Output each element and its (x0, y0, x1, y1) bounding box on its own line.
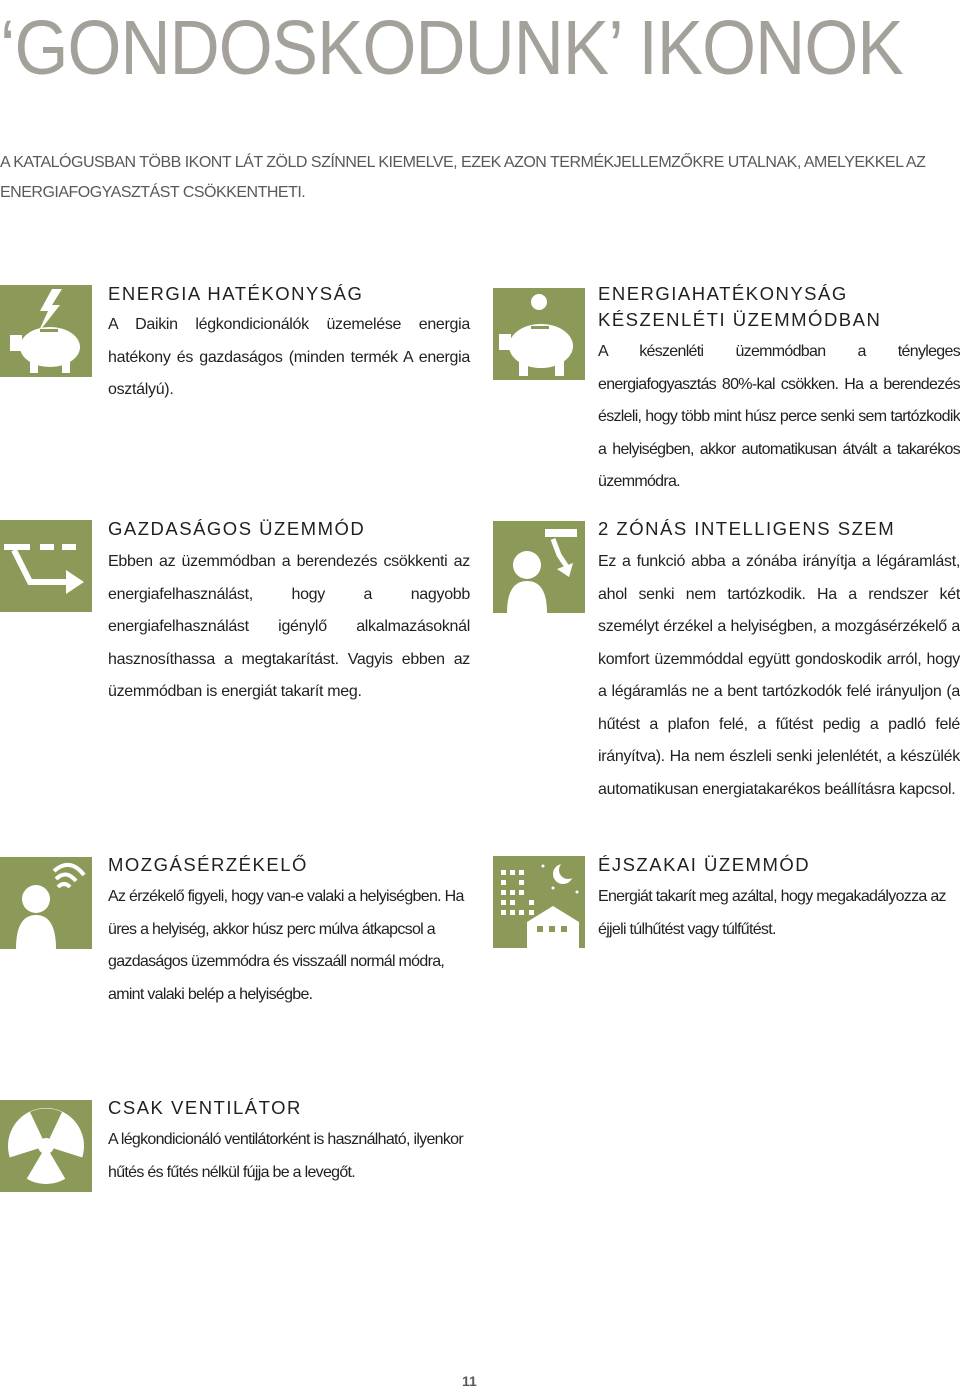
economy-arrow-icon (0, 520, 92, 612)
feature-text-economy-mode: Ebben az üzemmódban a berendezés csökkenti az energiafelhasználást, hogy a nagyobb energiafelhasználást igénylő alkalmazásoknál hasznosíthassa a megtakarítást. Vagyis ebben az üzemmódban is energiát takarít meg. (108, 553, 470, 700)
feature-title-economy-mode: GAZDASÁGOS ÜZEMMÓD (108, 518, 366, 539)
page-title: ‘GONDOSKODUNK’ IKONOK (0, 5, 903, 91)
night-city-moon-icon (493, 856, 585, 948)
feature-text-motion-sensor: Az érzékelő figyeli, hogy van-e valaki a helyiségben. Ha üres a helyiség, akkor húsz perc múlva átkapcsol a gazdaságos üzemmódra és visszaáll normál módra, amint valaki belép a helyiségbe. (108, 888, 464, 1003)
person-airflow-icon (493, 521, 585, 613)
page-number: 11 (462, 1373, 477, 1389)
feature-text-fan-only: A légkondicionáló ventilátorként is használható, ilyenkor hűtés és fűtés nélkül fújja be a levegőt. (108, 1131, 464, 1181)
feature-title-standby-efficiency: ENERGIAHATÉKONYSÁG KÉSZENLÉTI ÜZEMMÓDBAN (598, 283, 882, 330)
feature-title-intelligent-eye: 2 ZÓNÁS INTELLIGENS SZEM (598, 518, 896, 539)
piggy-bank-lightning-icon (0, 285, 92, 377)
intro-text: A KATALÓGUSBAN TÖBB IKONT LÁT ZÖLD SZÍNNEL KIEMELVE, EZEK AZON TERMÉKJELLEMZŐKRE UTALNAK, AMELYEKKEL AZ ENERGIAFOGYASZTÁST CSÖKKENTHETI. (0, 154, 926, 201)
piggy-bank-coin-icon (493, 288, 585, 380)
fan-icon (0, 1100, 92, 1192)
motion-sensor-person-icon (0, 857, 92, 949)
feature-text-intelligent-eye: Ez a funkció abba a zónába irányítja a légáramlást, ahol senki nem tartózkodik. Ha a rendszer két személyt érzékel a helyiségben, a mozgásérzékelő a komfort üzemmóddal együtt gondoskodik arról, hogy a légáramlás ne a bent tartózkodók felé irányuljon (a hűtést a plafon felé, a fűtést pedig a padló felé irányítva). Ha nem észleli senki jelenlétét, a készülék automatikusan energiatakarékos beállításra kapcsol. (598, 553, 960, 798)
feature-title-motion-sensor: MOZGÁSÉRZÉKELŐ (108, 854, 308, 875)
feature-text-energy-efficiency: A Daikin légkondicionálók üzemelése energia hatékony és gazdaságos (minden termék A energia osztályú). (108, 316, 470, 398)
feature-title-fan-only: CSAK VENTILÁTOR (108, 1097, 302, 1118)
feature-text-night-mode: Energiát takarít meg azáltal, hogy megakadályozza az éjjeli túlhűtést vagy túlfűtést. (598, 888, 946, 938)
feature-title-night-mode: ÉJSZAKAI ÜZEMMÓD (598, 854, 811, 875)
feature-text-standby-efficiency: A készenléti üzemmódban a tényleges energiafogyasztás 80%-kal csökken. Ha a berendezés észleli, hogy több mint húsz perce senki sem tartózkodik a helyiségben, akkor automatikusan átvált a takarékos üzemmódra. (598, 343, 960, 490)
feature-title-energy-efficiency: ENERGIA HATÉKONYSÁG (108, 283, 364, 304)
